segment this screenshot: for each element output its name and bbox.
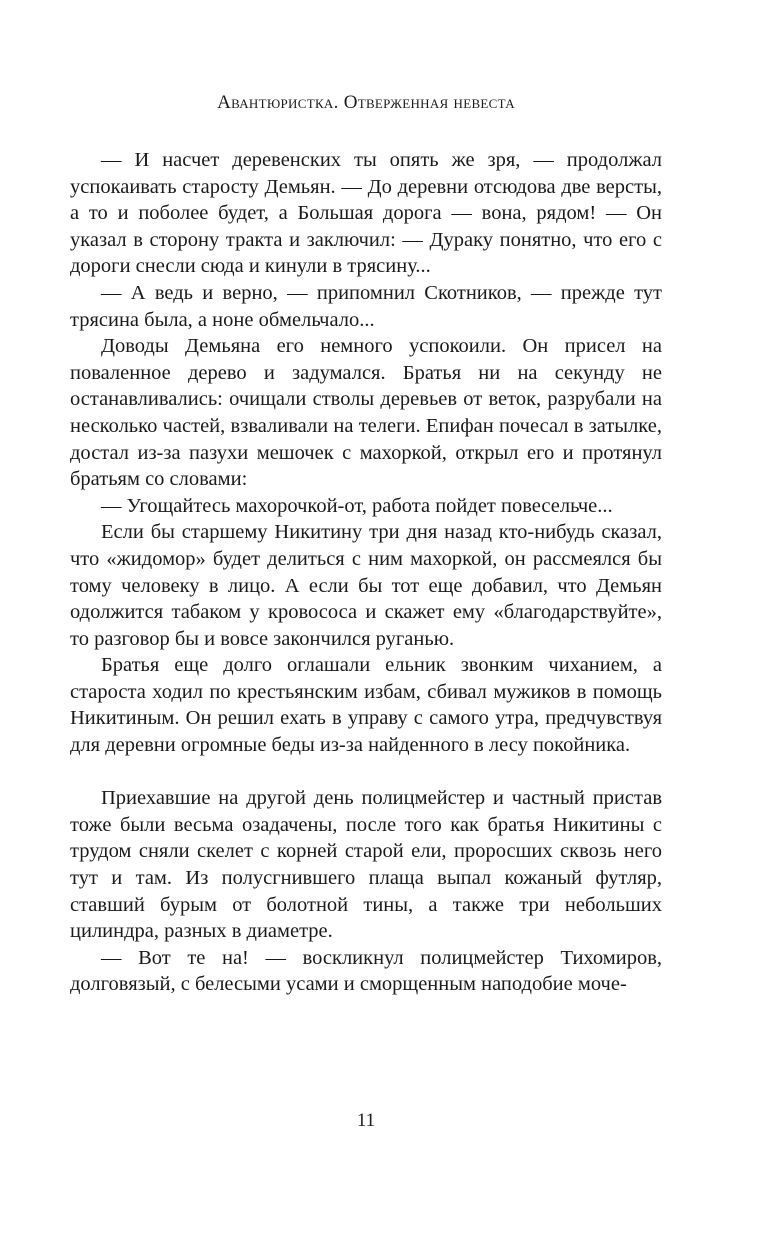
paragraph: Братья еще долго оглашали ельник звонким чиханием, а староста ходил по крестьянским избам, сбивал мужиков в помощь Никитиным. Он решил ехать в управу с самого утра, предчувствуя для деревни огромные беды из-за найденного в лесу покойника.: [70, 654, 662, 757]
paragraph: — Вот те на! — воскликнул полицмейстер Тихомиров, долговязый, с белесыми усами и сморщенным наподобие моче-: [70, 946, 662, 996]
scene-break: [70, 759, 662, 786]
paragraph: — Угощайтесь махорочкой-от, работа пойдет повесельче...: [101, 494, 613, 517]
page-number: 11: [356, 1110, 376, 1131]
paragraph: — И насчет деревенских ты опять же зря, — продолжал успокаивать старосту Демьян. — До деревни отсюдова две версты, а то и поболее будет, а Большая дорога — вона, рядом! — Он указал в сторону тракта и заключил: — Дураку понятно, что его с дороги снесли сюда и кинули в трясину...: [70, 149, 662, 278]
running-head: Авантюристка. Отверженная невеста: [217, 92, 515, 113]
paragraph: Если бы старшему Никитину три дня назад кто-нибудь сказал, что «жидомор» будет делиться с ним махоркой, он рассмеялся бы тому человеку в лицо. А если бы тот еще добавил, что Демьян одолжится табаком у кровососа и скажет ему «благодарствуйте», то разговор бы и вовсе закончился руганью.: [70, 521, 662, 650]
body-text: [70, 147, 662, 998]
paragraph: Приехавшие на другой день полицмейстер и частный пристав тоже были весьма озадачены, после того как братья Никитины с трудом сняли скелет с корней старой ели, проросших сквозь него тут и там. Из полусгнившего плаща выпал кожаный футляр, ставший бурым от болотной тины, а также три небольших цилиндра, разных в диаметре.: [70, 787, 662, 943]
paragraph: Доводы Демьяна его немного успокоили. Он присел на поваленное дерево и задумался. Братья ни на секунду не останавливались: очищали стволы деревьев от веток, разрубали на несколько частей, взваливали на телеги. Епифан почесал в затылке, достал из-за пазухи мешочек с махоркой, открыл его и протянул братьям со словами:: [70, 335, 662, 491]
book-page: [70, 0, 662, 1240]
paragraph: — А ведь и верно, — припомнил Скотников, — прежде тут трясина была, а ноне обмельчало...: [70, 281, 662, 331]
